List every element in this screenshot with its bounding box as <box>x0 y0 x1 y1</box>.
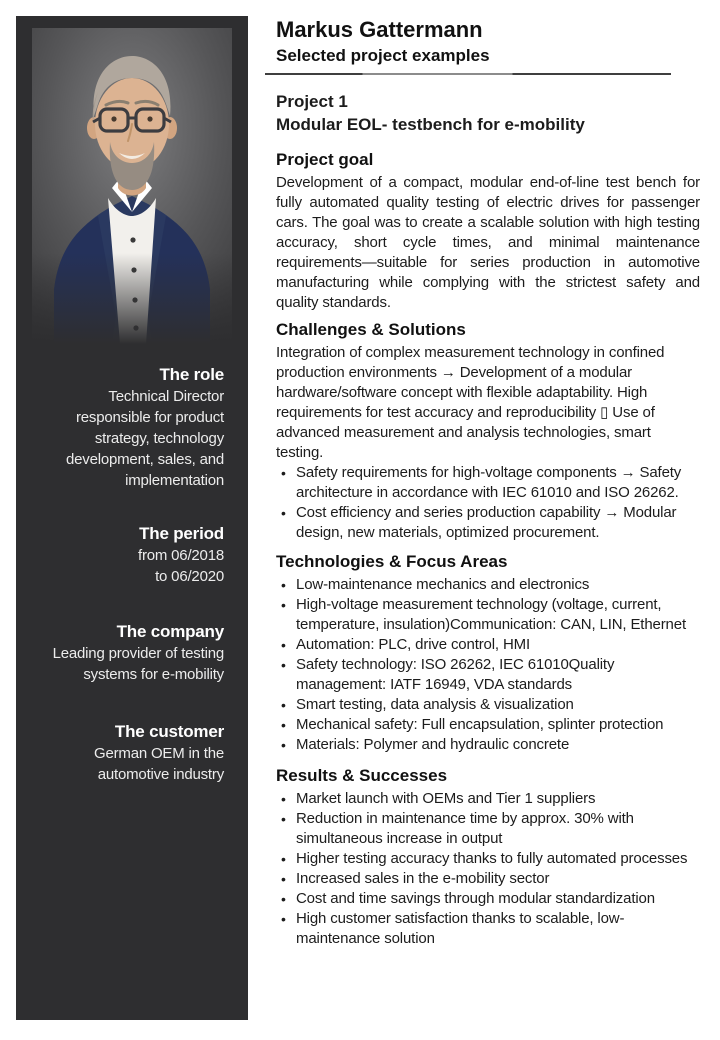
list-item: • High-voltage measurement technology (voltage, current, temperature, insulation)Communication: CAN, LIN, Ethernet <box>276 595 708 635</box>
challenges-intro: Integration of complex measurement technology in confined production environments → Development of a modular hardware/software concept with flexible adaptability. High requirements for test accuracy and reproducibility ▯ Use of advanced measurement and analysis technologies, smart testing. <box>276 344 665 461</box>
section-heading-technologies: Technologies & Focus Areas <box>276 552 508 571</box>
sidebar-section-period <box>16 523 248 587</box>
sidebar-body-customer: German OEM in the automotive industry <box>94 745 224 783</box>
results-list <box>276 789 708 949</box>
goal-paragraph: Development of a compact, modular end-of-line test bench for fully automated quality testing of electric drives for passenger cars. The goal was to create a scalable solution with high testing accuracy, short cycle times, and minimal maintenance requirements—suitable for series production in automotive manufacturing while complying with the strictest safety and quality standards. <box>276 174 700 311</box>
technologies-list <box>276 575 708 755</box>
sidebar-period-line1: from 06/2018 <box>138 547 224 564</box>
project-label: Project 1 <box>276 92 348 111</box>
challenges-list <box>276 463 708 543</box>
list-item: • Increased sales in the e-mobility sector <box>276 869 708 889</box>
page-subtitle: Selected project examples <box>276 46 490 65</box>
list-item: • Smart testing, data analysis & visualization <box>276 695 708 715</box>
sidebar <box>16 16 248 1020</box>
list-item: • Higher testing accuracy thanks to fully automated processes <box>276 849 708 869</box>
page-title: Markus Gattermann <box>276 17 483 42</box>
list-item: • Automation: PLC, drive control, HMI <box>276 635 708 655</box>
list-item: • High customer satisfaction thanks to scalable, low-maintenance solution <box>276 909 708 949</box>
list-item: • Safety technology: ISO 26262, IEC 61010Quality management: IATF 16949, VDA standards <box>276 655 708 695</box>
sidebar-section-customer <box>16 721 248 785</box>
list-item: • Materials: Polymer and hydraulic concrete <box>276 735 708 755</box>
list-item: • Reduction in maintenance time by approx. 30% with simultaneous increase in output <box>276 809 708 849</box>
sidebar-heading-period: The period <box>139 524 224 543</box>
list-item: • Market launch with OEMs and Tier 1 suppliers <box>276 789 708 809</box>
section-heading-results: Results & Successes <box>276 766 448 785</box>
list-item: • Cost efficiency and series production capability → Modular design, new materials, optimized procurement. <box>276 503 708 543</box>
shirt-button <box>130 237 135 242</box>
photo-fade <box>32 253 232 344</box>
sidebar-period-line2: to 06/2020 <box>155 568 224 585</box>
header-rule <box>265 73 671 75</box>
sidebar-heading-role: The role <box>159 365 224 384</box>
sidebar-heading-company: The company <box>116 622 224 641</box>
list-item: • Low-maintenance mechanics and electronics <box>276 575 708 595</box>
list-item: • Safety requirements for high-voltage components → Safety architecture in accordance with IEC 61010 and ISO 26262. <box>276 463 708 503</box>
main-content <box>276 16 700 949</box>
eye <box>147 116 152 121</box>
eye <box>111 116 116 121</box>
portrait-illustration <box>32 28 232 344</box>
list-item: • Mechanical safety: Full encapsulation, splinter protection <box>276 715 708 735</box>
sidebar-heading-customer: The customer <box>114 722 224 741</box>
section-heading-challenges: Challenges & Solutions <box>276 320 466 339</box>
sidebar-body-role: Technical Director responsible for product strategy, technology development, sales, and implementation <box>65 388 224 489</box>
sidebar-section-role <box>16 364 248 491</box>
sidebar-body-company: Leading provider of testing systems for e-mobility <box>52 645 224 683</box>
list-item: • Cost and time savings through modular standardization <box>276 889 708 909</box>
portrait-photo <box>32 28 232 344</box>
section-heading-goal: Project goal <box>276 150 374 169</box>
project-title: Modular EOL- testbench for e-mobility <box>276 115 585 134</box>
sidebar-section-company <box>16 621 248 685</box>
